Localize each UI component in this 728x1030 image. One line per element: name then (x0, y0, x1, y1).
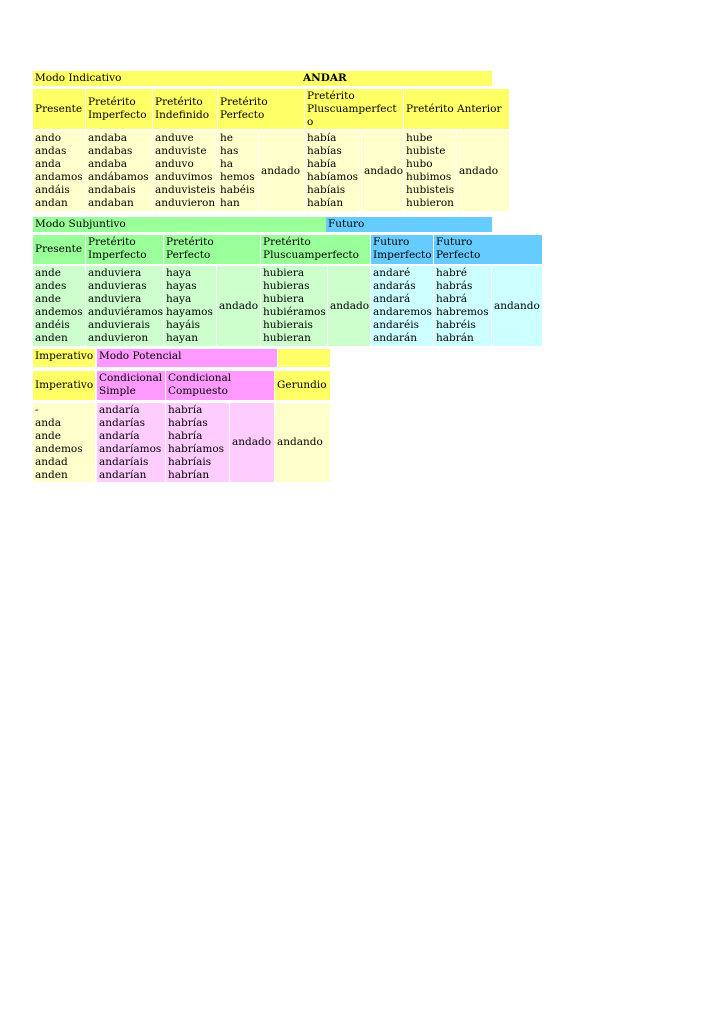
column-indefinido (153, 131, 217, 211)
conjugation: andaríais (99, 456, 149, 468)
header-label: o (307, 115, 314, 128)
column-subj-presente (33, 266, 85, 346)
conjugation: habría (168, 404, 203, 416)
conjugation: - (35, 404, 39, 416)
conjugation: anduviera (88, 293, 142, 305)
conjugation: habré (436, 267, 467, 279)
column-presente (33, 131, 85, 211)
conjugation: andes (35, 280, 67, 292)
conjugation: anduvo (155, 158, 194, 170)
verb-title: ANDAR (303, 72, 347, 84)
potencial-title-bar (97, 349, 277, 367)
conjugation: andabas (88, 145, 133, 157)
header-label: Condicional (99, 372, 163, 384)
conjugation: habrá (436, 293, 468, 305)
conjugation: anden (35, 332, 68, 344)
conjugation: habían (307, 197, 344, 209)
futuro-title: Futuro (328, 218, 365, 230)
header-label: Pluscuamperfect (307, 102, 397, 115)
header-label: Imperfecto (88, 109, 147, 121)
conjugation: hayáis (166, 319, 200, 331)
conjugation: anduvieras (88, 280, 147, 292)
conjugation: ando (35, 132, 62, 144)
conjugation: anda (35, 417, 62, 429)
header-subj-perfecto (164, 235, 260, 264)
header-label: Pretérito Anterior (406, 102, 502, 115)
conjugation: andad (35, 456, 68, 468)
gerundio-value: andando (277, 436, 323, 448)
participle: andado (261, 164, 301, 177)
conjugation: habrías (168, 417, 208, 429)
header-label: Imperfecto (373, 249, 432, 261)
column-anterior-aux (404, 131, 456, 211)
header-label: Presente (35, 243, 83, 255)
conjugation: andarás (373, 280, 416, 292)
potencial-title: Modo Potencial (99, 350, 182, 362)
participle: andado (459, 164, 499, 177)
conjugation: hemos (220, 171, 255, 183)
header-futuro-imperfecto (371, 235, 433, 264)
header-presente (33, 89, 85, 129)
header-label: Pretérito (263, 236, 311, 248)
conjugation: habríamos (168, 443, 225, 455)
header-cond-simple (97, 371, 165, 400)
column-gerundio (275, 403, 330, 482)
conjugation: anduvierais (88, 319, 151, 331)
subjuntivo-title: Modo Subjuntivo (35, 218, 126, 230)
conjugation: hayan (166, 332, 198, 344)
header-label: Imperativo (35, 379, 94, 391)
header-subj-pluscuamperfecto (261, 235, 370, 264)
column-futuro-perfecto-aux (434, 266, 491, 346)
header-label: Pretérito (307, 89, 355, 102)
column-subj-plusc-participle (328, 266, 370, 346)
conjugation: andaré (373, 267, 411, 279)
conjugation: hubisteis (406, 184, 455, 196)
conjugation: hubimos (406, 171, 452, 183)
conjugation: andéis (35, 319, 70, 331)
conjugation: habíamos (307, 171, 359, 183)
header-label: Pretérito (88, 236, 136, 248)
column-subj-plusc-aux (261, 266, 327, 346)
conjugation: andará (373, 293, 411, 305)
conjugation: habéis (220, 184, 255, 196)
conjugation: anduvisteis (155, 184, 216, 196)
conjugation: hubiste (406, 145, 446, 157)
conjugation: ande (35, 267, 61, 279)
header-label: Condicional (168, 372, 232, 384)
conjugation: andarías (99, 417, 146, 429)
conjugation: había (307, 132, 337, 144)
conjugation: anduviera (88, 267, 142, 279)
conjugation: hubiéramos (263, 306, 326, 318)
conjugation: andaban (88, 197, 134, 209)
header-imperativo (33, 371, 95, 400)
conjugation: habíais (307, 184, 346, 196)
conjugation: hayamos (166, 306, 213, 318)
header-label: Pretérito (155, 96, 203, 108)
header-label: Perfecto (436, 249, 481, 261)
header-label: Pluscuamperfecto (263, 249, 359, 261)
header-pret-imperfecto (86, 89, 152, 129)
header-pret-indefinido (153, 89, 217, 129)
header-label: Gerundio (277, 379, 327, 391)
conjugation: hubiera (263, 267, 305, 279)
header-label: Simple (99, 385, 136, 397)
header-subj-imperfecto (86, 235, 163, 264)
conjugation: han (220, 197, 240, 209)
conjugation: andábamos (88, 171, 149, 183)
imperativo-title-bar (33, 349, 95, 367)
header-label: Imperfecto (88, 249, 147, 261)
column-imperativo (33, 403, 95, 482)
header-label: Futuro (373, 236, 410, 248)
conjugation: habrás (436, 280, 473, 292)
header-label: Pretérito (166, 236, 214, 248)
imperativo-title: Imperativo (35, 350, 94, 362)
header-presente-label: Presente (35, 102, 83, 115)
subjuntivo-title-bar (33, 217, 326, 232)
header-label: Futuro (436, 236, 473, 248)
column-perfecto-aux (218, 131, 258, 211)
header-label: Pretérito (88, 96, 136, 108)
header-cond-compuesto (166, 371, 274, 400)
conjugation: habías (307, 145, 342, 157)
column-futuro-perfecto-participle (492, 266, 542, 346)
conjugation: andaba (88, 158, 127, 170)
conjugation: anduviste (155, 145, 207, 157)
conjugation: andamos (35, 171, 83, 183)
header-label: Indefinido (155, 109, 210, 121)
conjugation: hayas (166, 280, 197, 292)
conjugation: andaba (88, 132, 127, 144)
conjugation: hubiera (263, 293, 305, 305)
conjugation: habría (168, 430, 203, 442)
conjugation: andan (35, 197, 68, 209)
column-imperfecto (86, 131, 152, 211)
header-pret-anterior (404, 89, 509, 129)
conjugation: habréis (436, 319, 476, 331)
column-futuro-imperfecto (371, 266, 433, 346)
participle: andado (232, 436, 272, 448)
conjugation: anduviéramos (88, 306, 163, 318)
participle: andando (494, 299, 540, 312)
conjugation: anda (35, 158, 62, 170)
conjugation: habríais (168, 456, 212, 468)
header-pluscuamperfecto (305, 89, 403, 129)
conjugation: he (220, 132, 233, 144)
column-subj-imperfecto (86, 266, 163, 346)
conjugation: habremos (436, 306, 489, 318)
conjugation: haya (166, 267, 192, 279)
conjugation: andabais (88, 184, 136, 196)
conjugation: andemos (35, 443, 83, 455)
conjugation: había (307, 158, 337, 170)
participle: andado (364, 164, 403, 177)
indicativo-title: Modo Indicativo (35, 72, 122, 84)
column-cond-compuesto-participle (230, 403, 274, 482)
conjugation: hubieran (263, 332, 311, 344)
conjugation: andaremos (373, 306, 432, 318)
column-subj-perfecto-aux (164, 266, 216, 346)
participle: andado (330, 299, 370, 312)
conjugation: ha (220, 158, 234, 170)
indicativo-title-bar (33, 71, 492, 86)
conjugation: anduvieron (155, 197, 216, 209)
conjugation: hube (406, 132, 433, 144)
conjugation: andarán (373, 332, 418, 344)
header-subj-presente (33, 235, 85, 264)
conjugation: andaréis (373, 319, 419, 331)
conjugation: hubierais (263, 319, 313, 331)
conjugation: andas (35, 145, 67, 157)
conjugation: has (220, 145, 239, 157)
header-label: Pretérito (220, 96, 268, 108)
conjugation: andáis (35, 184, 70, 196)
conjugation: ande (35, 293, 61, 305)
conjugation: anduvieron (88, 332, 149, 344)
header-label: Perfecto (166, 249, 211, 261)
header-gerundio (275, 371, 330, 400)
conjugation: andaría (99, 404, 140, 416)
conjugation: anduve (155, 132, 194, 144)
conjugation: andaría (99, 430, 140, 442)
conjugation: anden (35, 469, 68, 481)
conjugation: habrán (436, 332, 474, 344)
conjugation: anduvimos (155, 171, 213, 183)
conjugation: ande (35, 430, 61, 442)
conjugation: haya (166, 293, 192, 305)
conjugation: andemos (35, 306, 83, 318)
participle: andado (219, 299, 259, 312)
conjugation: hubieras (263, 280, 310, 292)
conjugation: hubieron (406, 197, 454, 209)
conjugation: habrían (168, 469, 210, 481)
column-anterior-participle (457, 131, 509, 211)
header-futuro-perfecto (434, 235, 542, 264)
header-pret-perfecto (218, 89, 304, 129)
futuro-title-bar (326, 217, 492, 232)
column-plusc-participle (362, 131, 403, 211)
column-cond-compuesto-aux (166, 403, 229, 482)
conjugation: hubo (406, 158, 433, 170)
column-perfecto-participle (259, 131, 304, 211)
gerundio-title-bar (278, 349, 330, 367)
column-plusc-aux (305, 131, 361, 211)
conjugation: andarían (99, 469, 147, 481)
header-label: Perfecto (220, 109, 265, 121)
conjugation: andaríamos (99, 443, 162, 455)
header-label: Compuesto (168, 385, 228, 397)
column-cond-simple (97, 403, 165, 482)
column-subj-perfecto-participle (217, 266, 260, 346)
